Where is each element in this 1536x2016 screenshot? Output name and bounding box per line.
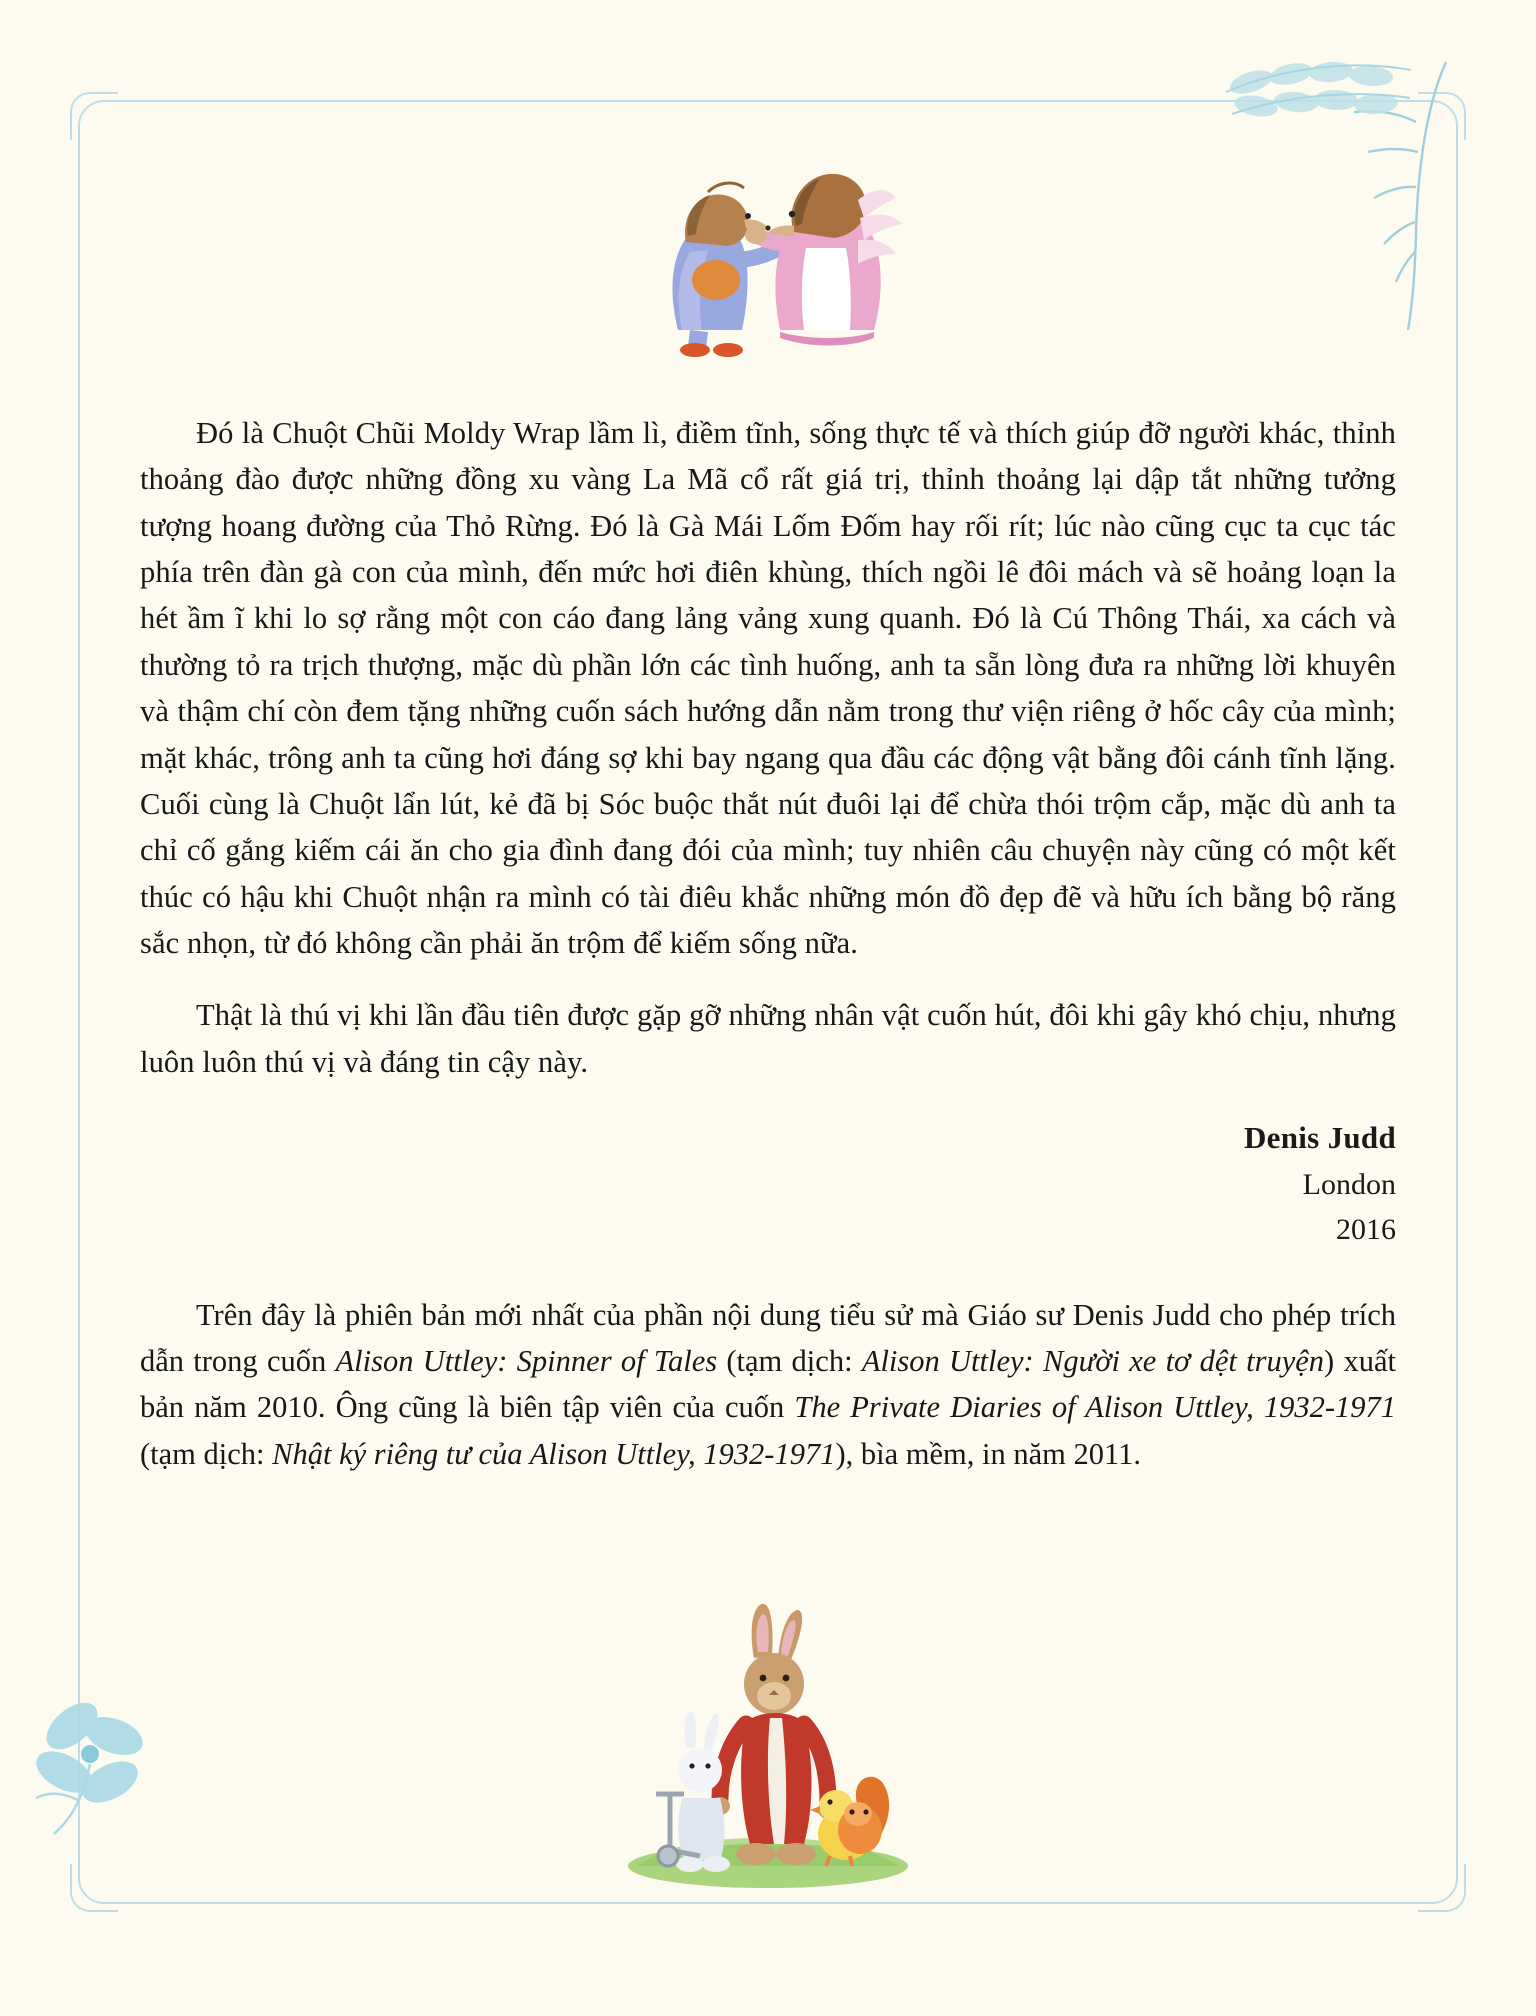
- editor-note-block: [140, 1292, 1396, 1477]
- frame-corner-top-right: [1418, 92, 1466, 140]
- rabbit-family-group-illustration: [578, 1598, 958, 1898]
- book-title-2-translation: Nhật ký riêng tư của Alison Uttley, 1932-1971: [272, 1436, 836, 1471]
- blue-flower-ornament: [14, 1684, 164, 1844]
- note-text-4: (tạm dịch:: [140, 1436, 273, 1471]
- signature-year: 2016: [1336, 1212, 1396, 1246]
- frame-corner-bottom-left: [70, 1864, 118, 1912]
- paragraph-characters: Đó là Chuột Chũi Moldy Wrap lầm lì, điềm tĩnh, sống thực tế và thích giúp đỡ người khác, thỉnh thoảng đào được những đồng xu vàng La Mã cổ rất giá trị, thỉnh thoảng lại dập tắt những tưởng tượng hoang đường của Thỏ Rừng. Đó là Gà Mái Lốm Đốm hay rối rít; lúc nào cũng cục ta cục tác phía trên đàn gà con của mình, đến mức hơi điên khùng, thích ngồi lê đôi mách và sẽ hoảng loạn la hét ầm ĩ khi lo sợ rằng một con cáo đang lảng vảng xung quanh. Đó là Cú Thông Thái, xa cách và thường tỏ ra trịch thượng, mặc dù phần lớn các tình huống, anh ta sẵn lòng đưa ra những lời khuyên và thậm chí còn đem tặng những cuốn sách hướng dẫn nằm trong thư viện riêng ở hốc cây của mình; mặt khác, trông anh ta cũng hơi đáng sợ khi bay ngang qua đầu các động vật bằng đôi cánh tĩnh lặng. Cuối cùng là Chuột lẩn lút, kẻ đã bị Sóc buộc thắt nút đuôi lại để chừa thói trộm cắp, mặc dù anh ta chỉ cố gắng kiếm cái ăn cho gia đình đang đói của mình; tuy nhiên câu chuyện này cũng có một kết thúc có hậu khi Chuột nhận ra mình có tài điêu khắc những món đồ đẹp đẽ và hữu ích bằng bộ răng sắc nhọn, từ đó không cần phải ăn trộm để kiếm sống nữa.: [140, 416, 1396, 960]
- book-title-1: Alison Uttley: Spinner of Tales: [335, 1343, 718, 1378]
- note-text-5: ), bìa mềm, in năm 2011.: [835, 1436, 1141, 1471]
- frame-corner-bottom-right: [1418, 1864, 1466, 1912]
- note-text-2: (tạm dịch:: [717, 1343, 862, 1378]
- signature-city: London: [1302, 1167, 1396, 1201]
- book-title-2: The Private Diaries of Alison Uttley, 1932-1971: [794, 1390, 1396, 1425]
- signature-author-name: Denis Judd: [1243, 1120, 1396, 1156]
- note-text-3: ) xuất bản năm 2010. Ông cũng là biên tập viên của cuốn: [140, 1343, 1396, 1425]
- signature-block: [140, 1115, 1396, 1252]
- book-title-1-translation: Alison Uttley: Người xe tơ dệt truyện: [861, 1343, 1325, 1378]
- editor-note-paragraph: [140, 1292, 1396, 1477]
- paragraph-closing: Thật là thú vị khi lần đầu tiên được gặp gỡ những nhân vật cuốn hút, đôi khi gây khó chịu, nhưng luôn luôn thú vị và đáng tin cậy này.: [140, 998, 1396, 1079]
- note-text-1: Trên đây là phiên bản mới nhất của phần nội dung tiểu sử mà Giáo sư Denis Judd cho phép trích dẫn trong cuốn: [140, 1297, 1396, 1378]
- frame-corner-top-left: [70, 92, 118, 140]
- page-content: [140, 410, 1396, 1477]
- two-hedgehogs-greeting-illustration: [558, 140, 978, 370]
